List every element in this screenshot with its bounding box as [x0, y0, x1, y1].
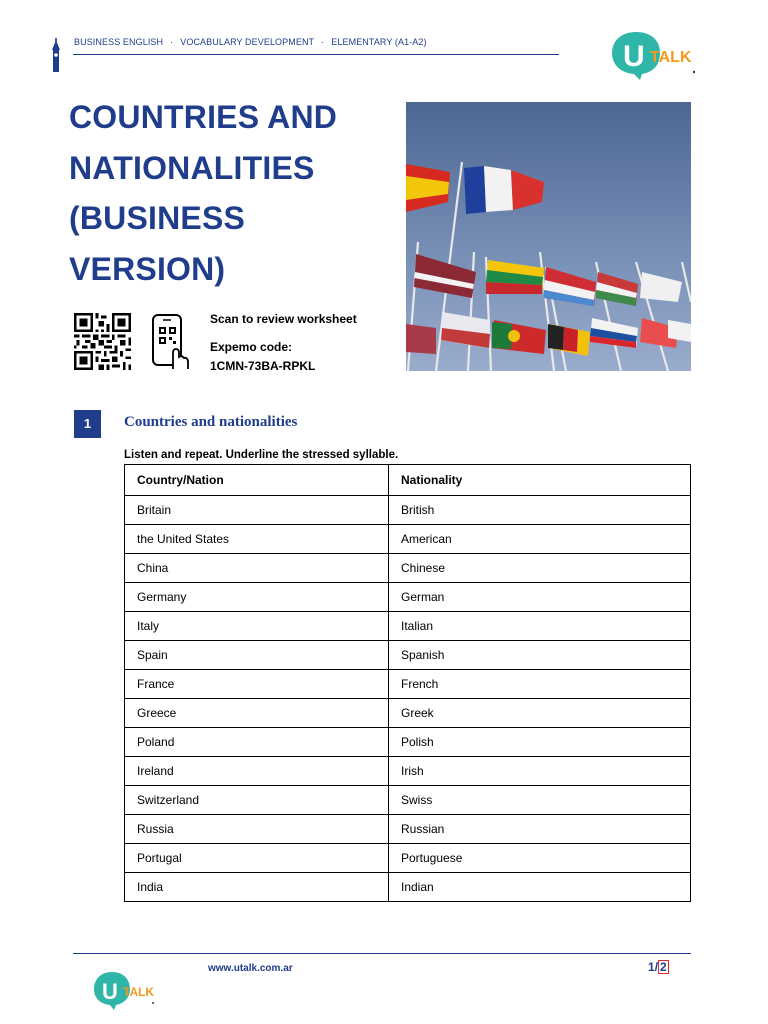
table-row [125, 815, 691, 844]
header-divider [73, 54, 559, 55]
nationality-cell: French [389, 670, 691, 699]
scan-instruction: Scan to review worksheet [210, 312, 357, 326]
page-indicator [648, 960, 669, 974]
qr-code-icon[interactable] [72, 313, 133, 370]
nationality-cell: British [389, 496, 691, 525]
section-title: Countries and nationalities [124, 414, 298, 430]
nationality-cell: Russian [389, 815, 691, 844]
expemo-code-label: Expemo code: [210, 340, 293, 354]
nationality-cell: Italian [389, 612, 691, 641]
nationality-cell: Chinese [389, 554, 691, 583]
column-header-nationality: Nationality [389, 465, 691, 496]
footer-website-link[interactable]: www.utalk.com.ar [208, 963, 293, 974]
section-number-badge: 1 [74, 410, 101, 438]
phone-scan-icon [151, 313, 191, 371]
country-cell: Britain [125, 496, 389, 525]
nationality-cell: Swiss [389, 786, 691, 815]
country-cell: Russia [125, 815, 389, 844]
breadcrumb-separator: · [321, 37, 325, 47]
country-cell: India [125, 873, 389, 902]
table-header-row [125, 465, 691, 496]
utalk-logo-footer[interactable] [92, 970, 156, 1010]
svg-text:U: U [102, 979, 118, 1004]
table-row [125, 583, 691, 612]
big-ben-icon [50, 38, 62, 72]
country-cell: Poland [125, 728, 389, 757]
nationality-cell: Indian [389, 873, 691, 902]
country-cell: China [125, 554, 389, 583]
column-header-country: Country/Nation [125, 465, 389, 496]
table-row [125, 612, 691, 641]
table-row [125, 728, 691, 757]
nationality-cell: Irish [389, 757, 691, 786]
nationality-cell: American [389, 525, 691, 554]
table-row [125, 496, 691, 525]
exercise-instruction: Listen and repeat. Underline the stressed syllable. [124, 449, 399, 461]
flags-photo [406, 102, 691, 371]
country-cell: Italy [125, 612, 389, 641]
table-row [125, 699, 691, 728]
table-row [125, 844, 691, 873]
expemo-code-value: 1CMN-73BA-RPKL [210, 359, 316, 373]
table-row [125, 786, 691, 815]
country-cell: France [125, 670, 389, 699]
breadcrumb-separator: · [170, 37, 174, 47]
country-cell: Spain [125, 641, 389, 670]
breadcrumb-item-3[interactable]: ELEMENTARY (A1-A2) [331, 37, 427, 47]
title-line: COUNTRIES AND [69, 99, 338, 135]
table-row [125, 525, 691, 554]
country-cell: the United States [125, 525, 389, 554]
title-line: NATIONALITIES [69, 149, 315, 186]
table-row [125, 757, 691, 786]
nationality-cell: Portuguese [389, 844, 691, 873]
country-cell: Ireland [125, 757, 389, 786]
table-row [125, 641, 691, 670]
utalk-logo[interactable] [610, 28, 698, 80]
breadcrumb [74, 37, 427, 47]
nationality-cell: German [389, 583, 691, 612]
breadcrumb-item-1[interactable]: BUSINESS ENGLISH [74, 37, 164, 47]
nationality-cell: Greek [389, 699, 691, 728]
svg-text:TALK: TALK [123, 985, 155, 999]
current-page: 1 [648, 960, 655, 974]
page-title [69, 92, 389, 294]
breadcrumb-item-2[interactable]: VOCABULARY DEVELOPMENT [180, 37, 315, 47]
table-row [125, 873, 691, 902]
nationality-cell: Polish [389, 728, 691, 757]
table-row [125, 554, 691, 583]
total-pages-link[interactable]: 2 [660, 960, 667, 974]
page-separator: / [654, 960, 659, 974]
country-cell: Switzerland [125, 786, 389, 815]
table-row [125, 670, 691, 699]
country-cell: Germany [125, 583, 389, 612]
country-cell: Portugal [125, 844, 389, 873]
vocabulary-table [124, 464, 691, 902]
svg-text:U: U [623, 40, 645, 73]
title-line: VERSION) [69, 250, 226, 287]
nationality-cell: Spanish [389, 641, 691, 670]
title-line: (BUSINESS [69, 200, 246, 236]
country-cell: Greece [125, 699, 389, 728]
footer-divider [73, 953, 691, 954]
svg-text:TALK: TALK [650, 49, 692, 66]
